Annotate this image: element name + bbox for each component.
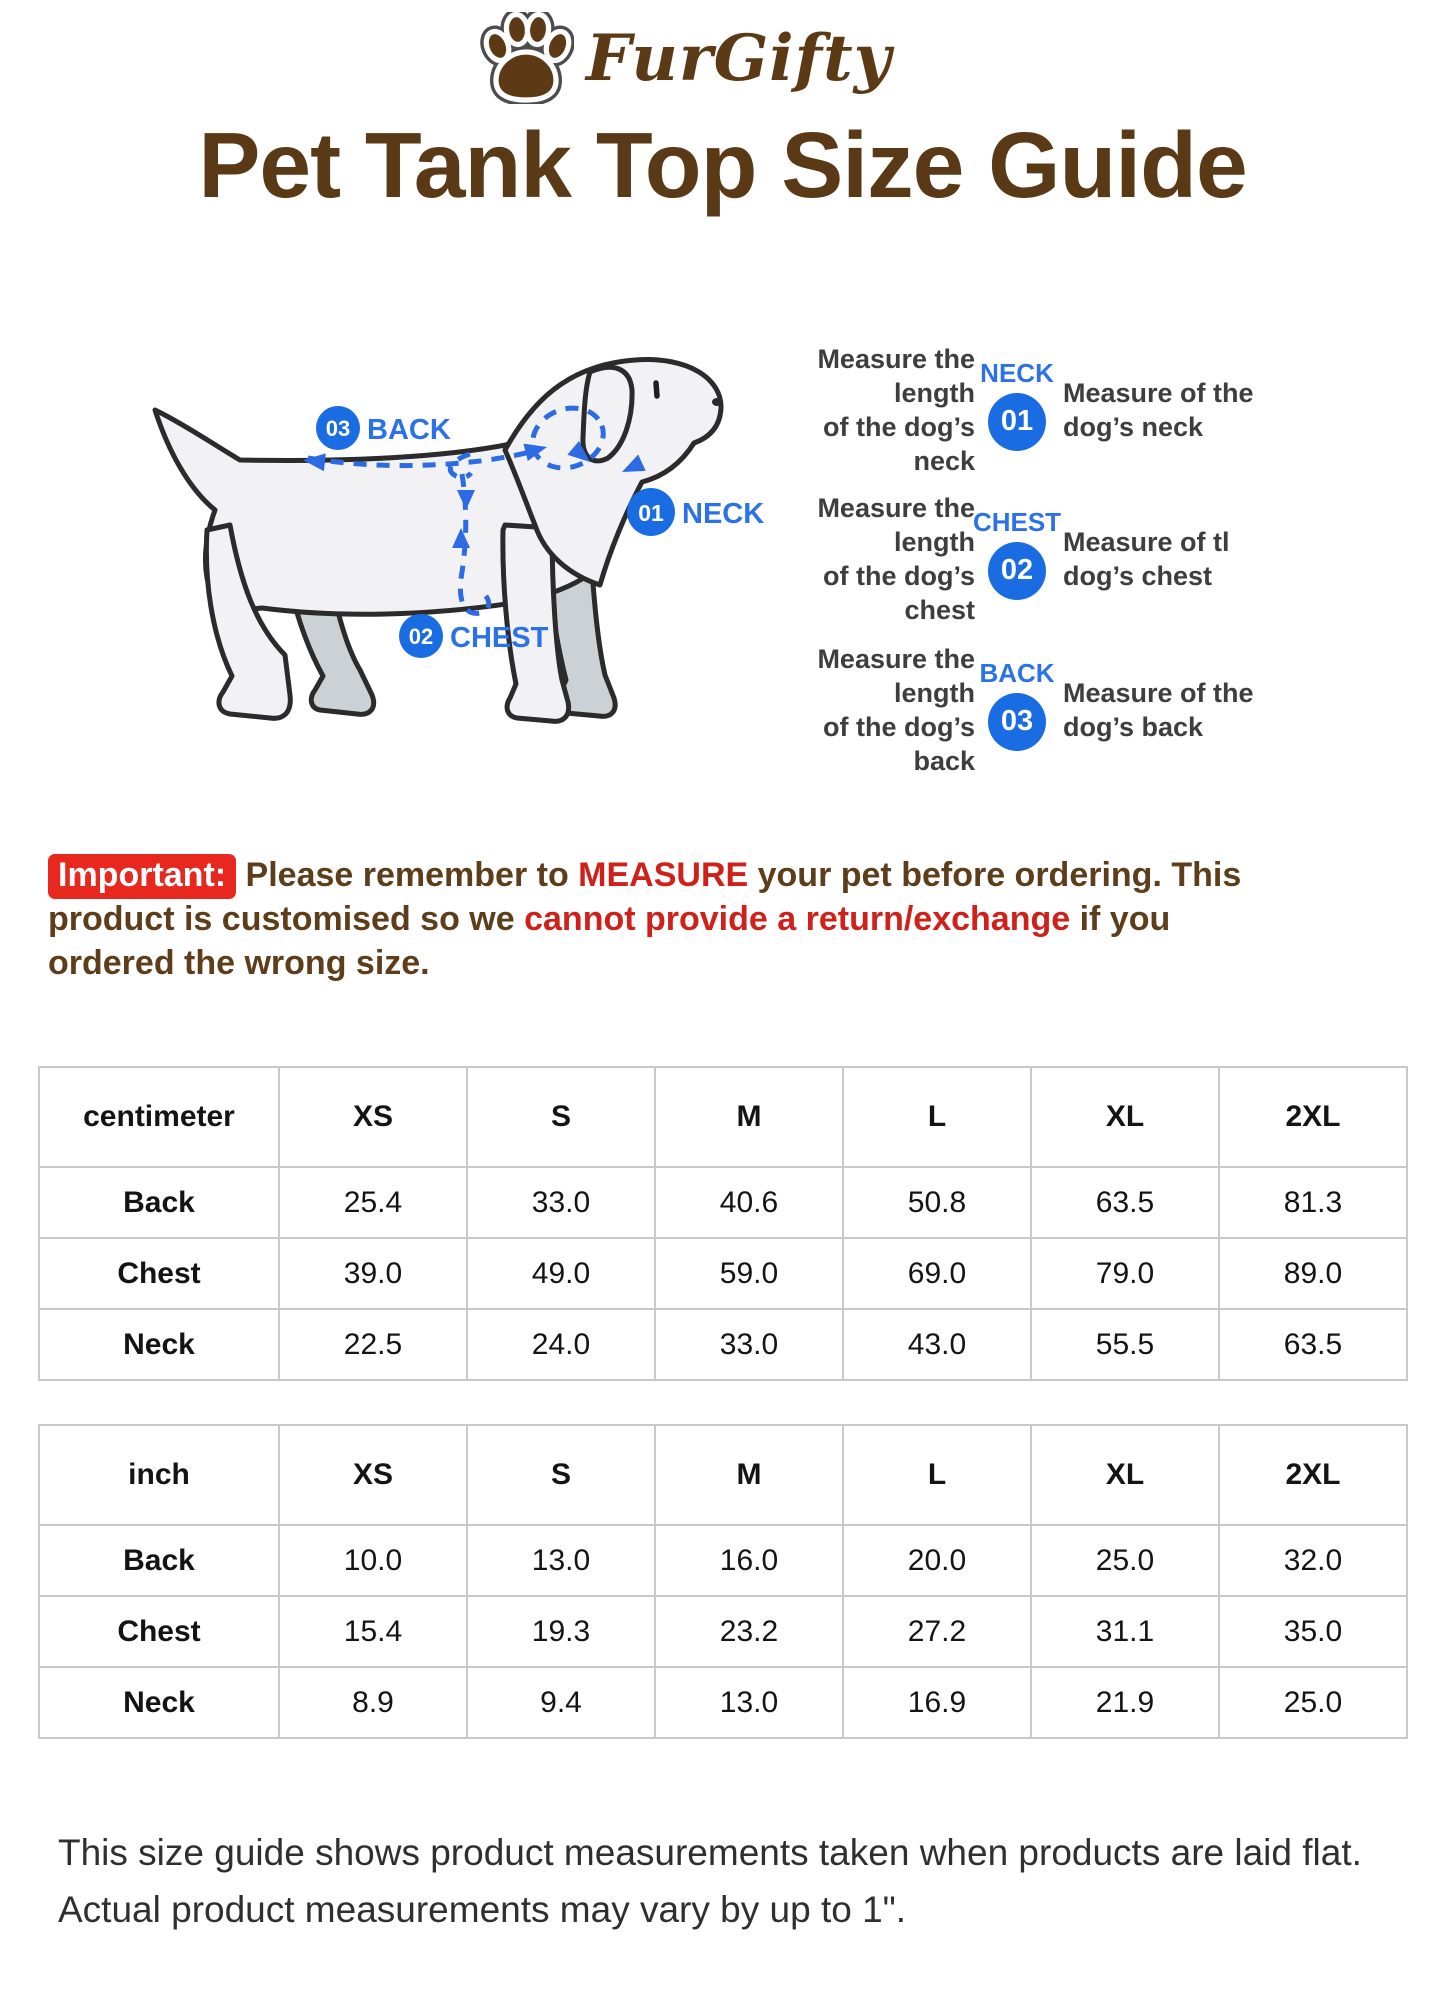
size-cell: 63.5	[1219, 1309, 1407, 1380]
size-cell: 69.0	[843, 1238, 1031, 1309]
size-cell: 49.0	[467, 1238, 655, 1309]
size-cell: 31.1	[1031, 1596, 1219, 1667]
size-header: 2XL	[1219, 1067, 1407, 1167]
size-cell: 20.0	[843, 1525, 1031, 1596]
svg-text:BACK: BACK	[367, 414, 451, 446]
instruction-left-text: Measure the length of the dog’s chest	[817, 493, 975, 625]
size-cell: 24.0	[467, 1309, 655, 1380]
row-label: Neck	[39, 1309, 279, 1380]
measure-instruction-back	[758, 644, 1418, 776]
instruction-right-text: Measure of the dog’s neck	[1063, 378, 1254, 442]
highlight-return: cannot provide a return/exchange	[524, 900, 1071, 938]
measure-instruction-chest	[758, 493, 1418, 625]
size-cell: 25.0	[1219, 1667, 1407, 1738]
dog-eye	[656, 383, 657, 396]
important-chip: Important:	[48, 854, 236, 899]
badge-back	[316, 406, 451, 450]
paw-icon	[478, 12, 574, 104]
page-title: Pet Tank Top Size Guide	[198, 113, 1247, 217]
instruction-badge	[980, 357, 1054, 451]
size-header: L	[843, 1067, 1031, 1167]
size-cell: 16.0	[655, 1525, 843, 1596]
size-cell: 35.0	[1219, 1596, 1407, 1667]
size-cell: 79.0	[1031, 1238, 1219, 1309]
row-label: Back	[39, 1525, 279, 1596]
size-header: L	[843, 1425, 1031, 1525]
table-header-row	[39, 1067, 1407, 1167]
size-cell: 89.0	[1219, 1238, 1407, 1309]
badge-label: NECK	[980, 357, 1054, 388]
size-cell: 59.0	[655, 1238, 843, 1309]
size-table-inch	[38, 1424, 1408, 1739]
table-header-row	[39, 1425, 1407, 1525]
size-header: M	[655, 1425, 843, 1525]
svg-text:NECK: NECK	[682, 498, 765, 530]
size-cell: 13.0	[655, 1667, 843, 1738]
size-cell: 33.0	[467, 1167, 655, 1238]
size-header: S	[467, 1067, 655, 1167]
table-row	[39, 1238, 1407, 1309]
unit-header: centimeter	[39, 1067, 279, 1167]
size-header: XL	[1031, 1067, 1219, 1167]
size-cell: 16.9	[843, 1667, 1031, 1738]
size-cell: 25.4	[279, 1167, 467, 1238]
size-header: M	[655, 1067, 843, 1167]
size-cell: 33.0	[655, 1309, 843, 1380]
brand-name: FurGifty	[586, 20, 892, 96]
size-table-centimeter	[38, 1066, 1408, 1381]
size-cell: 63.5	[1031, 1167, 1219, 1238]
row-label: Neck	[39, 1667, 279, 1738]
table-row	[39, 1309, 1407, 1380]
measure-instruction-neck	[758, 344, 1418, 476]
row-label: Chest	[39, 1238, 279, 1309]
size-header: XS	[279, 1067, 467, 1167]
size-cell: 8.9	[279, 1667, 467, 1738]
highlight-measure: MEASURE	[578, 856, 749, 894]
size-cell: 22.5	[279, 1309, 467, 1380]
badge-neck	[627, 488, 764, 536]
size-header: 2XL	[1219, 1425, 1407, 1525]
unit-header: inch	[39, 1425, 279, 1525]
size-cell: 43.0	[843, 1309, 1031, 1380]
size-header: S	[467, 1425, 655, 1525]
instruction-right-text: Measure of tl dog’s chest	[1063, 527, 1230, 591]
svg-text:01: 01	[638, 500, 664, 526]
size-cell: 10.0	[279, 1525, 467, 1596]
badge-label: BACK	[979, 657, 1055, 688]
dog-nose	[712, 398, 722, 406]
size-cell: 32.0	[1219, 1525, 1407, 1596]
instruction-badge	[972, 506, 1062, 600]
badge-label: CHEST	[972, 506, 1062, 537]
instruction-left-text: Measure the length of the dog’s neck	[817, 344, 975, 476]
table-row	[39, 1667, 1407, 1738]
size-cell: 13.0	[467, 1525, 655, 1596]
svg-text:03: 03	[325, 416, 351, 441]
svg-text:CHEST: CHEST	[450, 622, 549, 654]
size-cell: 15.4	[279, 1596, 467, 1667]
row-label: Back	[39, 1167, 279, 1238]
instruction-left-text: Measure the length of the dog’s back	[817, 644, 975, 776]
badge-number: 03	[988, 693, 1046, 751]
important-notice: Important: Please remember to MEASURE your pet before ordering. This product is customised so we cannot provide a return/exchange if you ordered the wrong size.	[48, 856, 1242, 982]
table-row	[39, 1167, 1407, 1238]
instruction-badge	[979, 657, 1055, 751]
row-label: Chest	[39, 1596, 279, 1667]
size-cell: 21.9	[1031, 1667, 1219, 1738]
size-header: XL	[1031, 1425, 1219, 1525]
size-cell: 27.2	[843, 1596, 1031, 1667]
size-header: XS	[279, 1425, 467, 1525]
badge-number: 01	[988, 393, 1046, 451]
size-cell: 19.3	[467, 1596, 655, 1667]
size-cell: 50.8	[843, 1167, 1031, 1238]
brand-logo	[478, 12, 892, 104]
size-cell: 40.6	[655, 1167, 843, 1238]
svg-text:02: 02	[408, 624, 434, 649]
size-cell: 55.5	[1031, 1309, 1219, 1380]
size-cell: 81.3	[1219, 1167, 1407, 1238]
size-cell: 23.2	[655, 1596, 843, 1667]
badge-number: 02	[988, 542, 1046, 600]
footer-note: This size guide shows product measurements taken when products are laid flat. Actual product measurements may vary by up to 1".	[58, 1832, 1362, 1930]
table-row	[39, 1525, 1407, 1596]
instruction-right-text: Measure of the dog’s back	[1063, 678, 1254, 742]
table-row	[39, 1596, 1407, 1667]
size-cell: 9.4	[467, 1667, 655, 1738]
size-cell: 25.0	[1031, 1525, 1219, 1596]
dog-measurement-illustration	[90, 350, 780, 745]
size-cell: 39.0	[279, 1238, 467, 1309]
